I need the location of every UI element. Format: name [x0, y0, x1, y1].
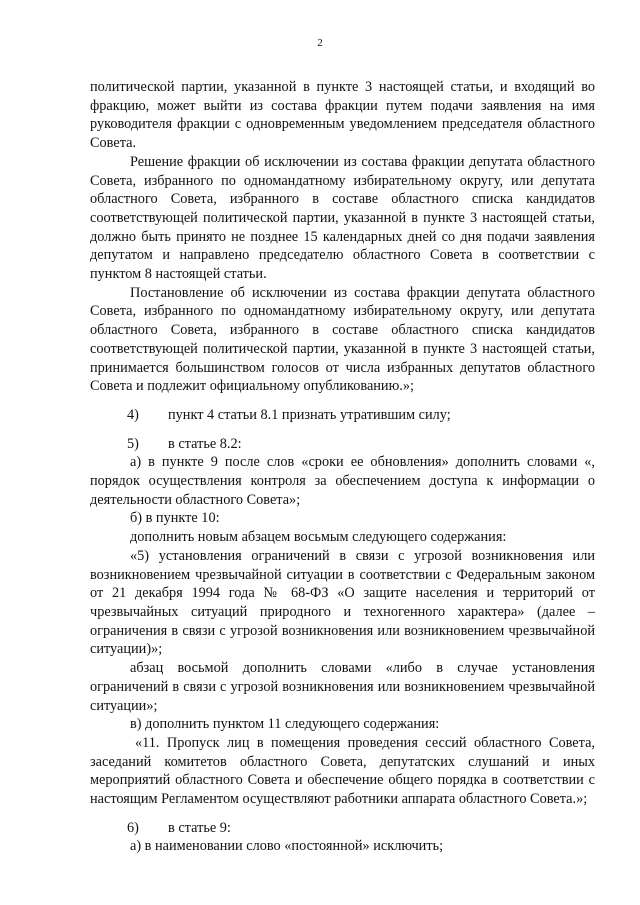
- paragraph: «11. Пропуск лиц в помещения проведения сессий областного Совета, заседаний комитетов областного Совета, депутатских слушаний и иных мероприятий областного Совета и обеспечение общего порядка в соответствии с настоящим Регламентом осуществляют работники аппарата областного Совета.»;: [90, 734, 595, 808]
- list-item-number: 6): [127, 819, 139, 836]
- list-item-text: пункт 4 статьи 8.1 признать утратившим силу;: [168, 406, 451, 423]
- list-item-4: [90, 406, 595, 425]
- list-item-number: 5): [127, 435, 139, 452]
- document-body: [90, 78, 595, 856]
- list-item-text: в статье 8.2:: [168, 435, 242, 452]
- list-item-5: [90, 435, 595, 454]
- paragraph: «5) установления ограничений в связи с угрозой возникновения или возникновением чрезвычайной ситуации в соответствии с Федеральным законом от 21 декабря 1994 года № 68-ФЗ «О защите населения и территорий от чрезвычайных ситуаций природного и техногенного характера» (далее – ограничения в связи с угрозой возникновения или возникновением чрезвычайной ситуации)»;: [90, 547, 595, 658]
- paragraph: в) дополнить пунктом 11 следующего содержания:: [130, 716, 440, 733]
- page-number: 2: [317, 37, 323, 49]
- paragraph: а) в наименовании слово «постоянной» исключить;: [130, 838, 444, 855]
- list-item-number: 4): [127, 406, 139, 423]
- paragraph: а) в пункте 9 после слов «сроки ее обновления» дополнить словами «, порядок осуществления контроля за обеспечением доступа к информации о деятельности областного Совета»;: [90, 454, 595, 508]
- paragraph: политической партии, указанной в пункте 3 настоящей статьи, и входящий во фракцию, может выйти из состава фракции путем подачи заявления на имя руководителя фракции с одновременным уведомлением председателя областного Совета.: [90, 79, 595, 152]
- paragraph: дополнить новым абзацем восьмым следующего содержания:: [130, 529, 507, 546]
- paragraph: Постановление об исключении из состава фракции депутата областного Совета, избранного по одномандатному избирательному округу, или депутата областного Совета, избранного в составе областного списка кандидатов соответствующей политической партии, указанной в пункте 3 настоящей статьи, принимается большинством голосов от числа избранных депутатов областного Совета и подлежит официальному опубликованию.»;: [90, 284, 595, 395]
- paragraph: абзац восьмой дополнить словами «либо в случае установления ограничений в связи с угрозой возникновения или возникновением чрезвычайной ситуации»;: [90, 660, 595, 714]
- list-item-6: [90, 819, 595, 838]
- paragraph: Решение фракции об исключении из состава фракции депутата областного Совета, избранного по одномандатному избирательному округу, или депутата областного Совета, избранного в составе областного списка кандидатов соответствующей политической партии, указанной в пункте 3 настоящей статьи, должно быть принято не позднее 15 календарных дней со дня подачи заявления депутатом и направлено председателю областного Совета в соответствии с пунктом 8 настоящей статьи.: [90, 153, 595, 283]
- paragraph: б) в пункте 10:: [130, 510, 220, 527]
- list-item-text: в статье 9:: [168, 819, 231, 836]
